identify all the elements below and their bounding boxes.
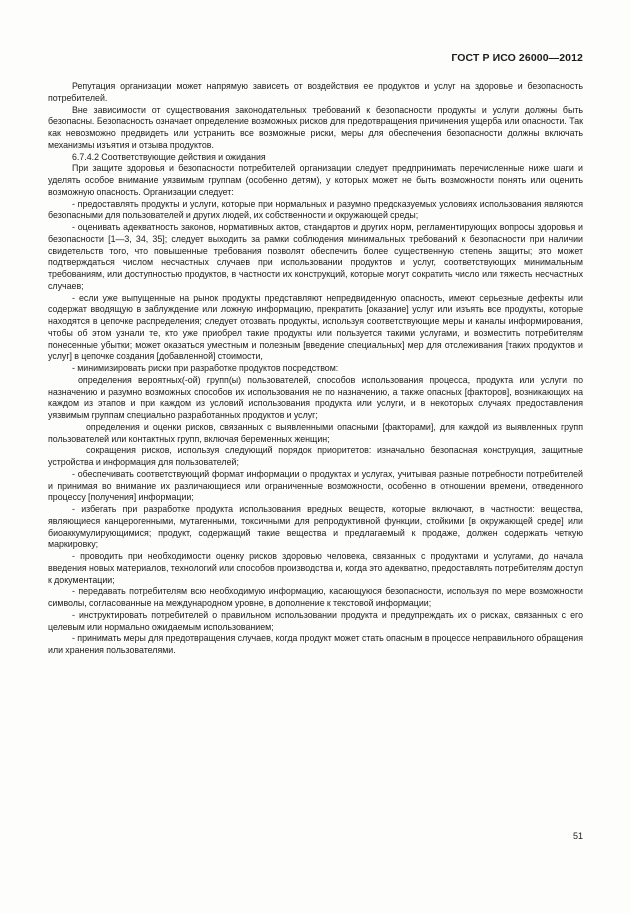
sub-list-item: определения и оценки рисков, связанных с выявленными опасными [факторами], для каждой из выявленных групп пользователей или контактных групп, включая беременных женщин; [48, 421, 583, 444]
list-item: - оценивать адекватность законов, нормативных актов, стандартов и других норм, регламентирующих вопросы здоровья и безопасности [1—3, 34, 35]; следует выходить за рамки соблюдения минимальных требований к безопасности при наличии свидетельств того, что повышенные требования позволят обеспечить более существенную степень защиты; это может подтверждаться числом несчастных случаев при использовании продуктов и услуг, соответствующих минимальным требованиям, или доступностью продуктов, в частности их конструкций, которые могут сократить число или тяжесть несчастных случаев; [48, 222, 583, 291]
list-item: - избегать при разработке продукта использования вредных веществ, которые включают, в частности: вещества, являющиеся канцерогенными, мутагенными, токсичными для репродуктивной функции, стойкими [в окружающей среде] или биоаккумулирующимися; продукт, содержащий такие вещества и предлагаемый к продаже, должен содержать четкую маркировку; [48, 504, 583, 550]
sub-list-item: определения вероятных(-ой) групп(ы) пользователей, способов использования процесса, продукта или услуги по назначению и разумно возможных способов их использования не по назначению, а также опасных [факторов], возникающих на каждом из этапов и при каждом из условий использования продукта или услуги, и в некоторых случаях предоставления уязвимым группам специально разработанных продуктов и услуг; [48, 374, 583, 420]
document-body [48, 81, 583, 657]
list-item: - проводить при необходимости оценку рисков здоровью человека, связанных с продуктами и услугами, до начала введения новых материалов, технологий или способов производства и, когда это адекватно, предоставлять потребителям доступ к документации; [48, 551, 583, 585]
list-item: - если уже выпущенные на рынок продукты представляют непредвиденную опасность, имеют серьезные дефекты или содержат вводящую в заблуждение или ложную информацию, прекратить [оказание] услуг или изъять все продукты, которые находятся в цепочке распределения; следует отозвать продукты, используя соответствующие меры и каналы информирования, чтобы об этом узнали те, кто уже приобрел такие продукты или пользуется такими услугами, и возместить потребителям понесенные убытки; может оказаться уместным и полезным [введение специальных] мер для отслеживания [таких продуктов и услуг] в цепочке создания [добавленной] стоимости, [48, 292, 583, 362]
list-item: - обеспечивать соответствующий формат информации о продуктах и услугах, учитывая разные потребности потребителей и принимая во внимание их различающиеся или ограниченные возможности, особенно в отношении времени, отведенного процессу [получения] информации; [48, 468, 583, 503]
page-number: 51 [572, 831, 583, 841]
list-item: - предоставлять продукты и услуги, которые при нормальных и разумно предсказуемых условиях использования являются безопасными для пользователей и других людей, их собственности и окружающей среды; [48, 198, 583, 221]
paragraph: Репутация организации может напрямую зависеть от воздействия ее продуктов и услуг на здоровье и безопасность потребителей. [48, 81, 583, 103]
paragraph: При защите здоровья и безопасности потребителей организации следует предпринимать перечисленные ниже шаги и уделять особое внимание уязвимым группам (особенно детям), у которых может не быть возможности понять или оценить возможную опасность. Организации следует: [48, 163, 583, 197]
list-item: - инструктировать потребителей о правильном использовании продукта и предупреждать их о рисках, связанных с его целевым или нормально ожидаемым использованием; [48, 609, 583, 632]
list-item: - передавать потребителям всю необходимую информацию, касающуюся безопасности, используя по мере возможности символы, согласованные на международном уровне, в дополнение к текстовой информации; [48, 586, 583, 608]
paragraph: Вне зависимости от существования законодательных требований к безопасности продукты и услуги должны быть безопасны. Безопасность означает определение возможных рисков для предотвращения причинения ущерба или опасности. Так как невозможно предвидеть или устранить все возможные риски, меры для обеспечения безопасности должны включать механизмы изъятия и отзыва продуктов. [48, 104, 583, 150]
standard-code: ГОСТ Р ИСО 26000—2012 [451, 52, 583, 64]
list-item: - принимать меры для предотвращения случаев, когда продукт может стать опасным в процессе неправильного обращения или хранения пользователями. [48, 633, 583, 655]
sub-list-item: сокращения рисков, используя следующий порядок приоритетов: изначально безопасная конструкция, защитные устройства и информация для пользователей; [48, 445, 583, 467]
section-heading: 6.7.4.2 Соответствующие действия и ожидания [72, 151, 266, 162]
list-item: - минимизировать риски при разработке продуктов посредством: [72, 363, 339, 373]
